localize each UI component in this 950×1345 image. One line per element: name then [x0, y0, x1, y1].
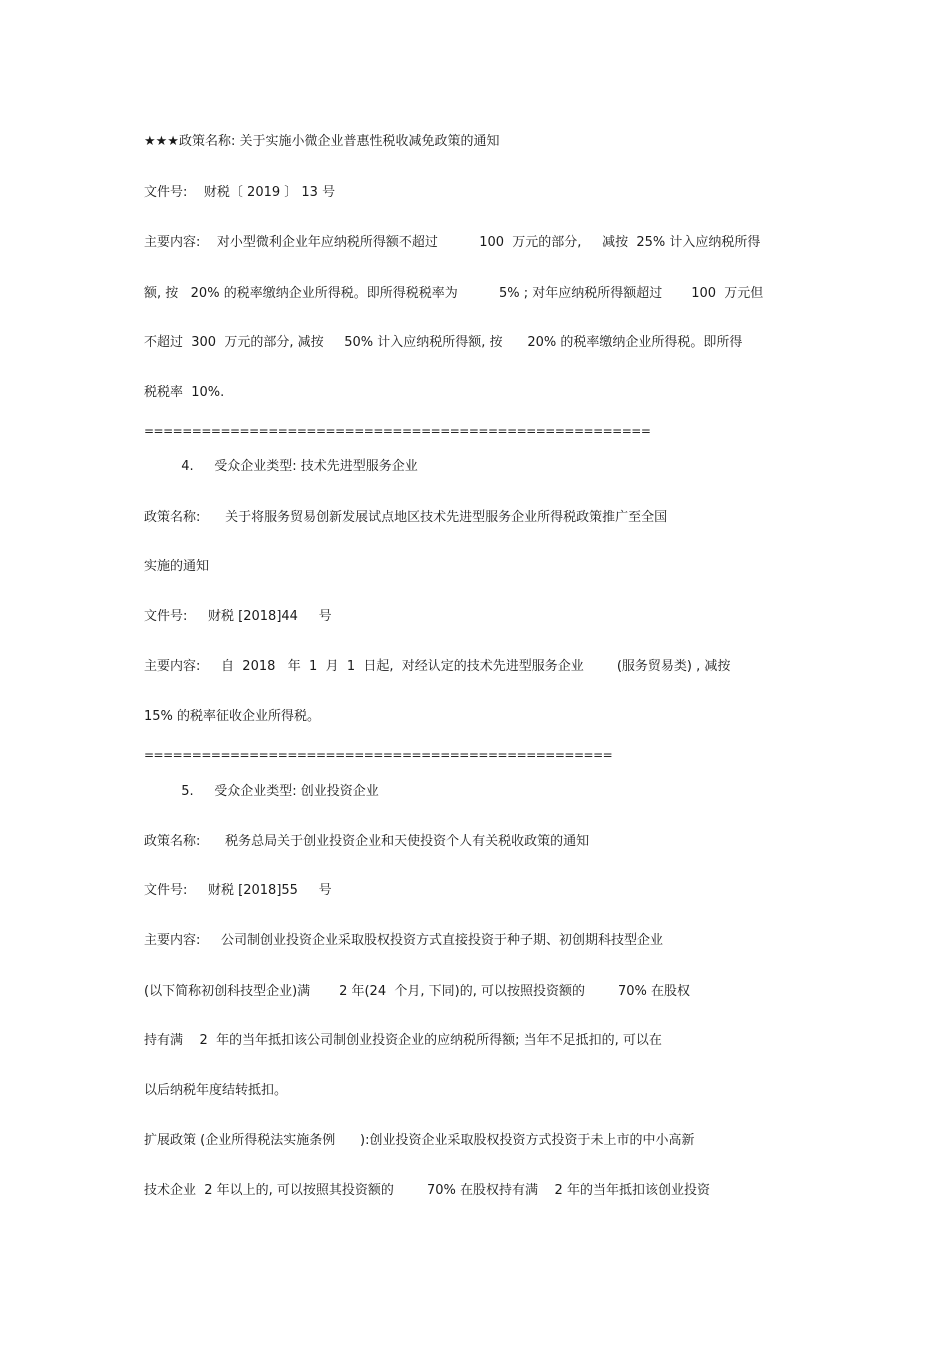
- document-number-line: 文件号: 财税〔 2019 〕 13 号: [144, 185, 336, 200]
- section-heading: 5. 受众企业类型: 创业投资企业: [144, 784, 379, 799]
- policy-name-line: 政策名称: 税务总局关于创业投资企业和天使投资个人有关税收政策的通知: [144, 834, 590, 849]
- separator: =====================================================: [144, 424, 651, 438]
- main-content-line: 主要内容: 公司制创业投资企业采取股权投资方式直接投资于种子期、初创期科技型企业: [144, 933, 664, 948]
- document-number-line: 文件号: 财税 [2018]55 号: [144, 883, 332, 898]
- main-content-line: 额, 按 20% 的税率缴纳企业所得税。即所得税税率为 5% ; 对年应纳税所得额超过 100 万元但: [144, 286, 764, 301]
- policy-title-line: ★★★政策名称: 关于实施小微企业普惠性税收减免政策的通知: [144, 134, 500, 149]
- policy-name-line: 实施的通知: [144, 559, 210, 574]
- extended-policy-line: 扩展政策 (企业所得税法实施条例 ):创业投资企业采取股权投资方式投资于未上市的中小高新: [144, 1133, 695, 1148]
- main-content-line: 主要内容: 对小型微利企业年应纳税所得额不超过 100 万元的部分, 减按 25% 计入应纳税所得: [144, 235, 761, 250]
- main-content-line: 主要内容: 自 2018 年 1 月 1 日起, 对经认定的技术先进型服务企业 (服务贸易类) , 减按: [144, 659, 731, 674]
- main-content-line: 税税率 10%.: [144, 385, 225, 400]
- main-content-line: (以下简称初创科技型企业)满 2 年(24 个月, 下同)的, 可以按照投资额的 70% 在股权: [144, 984, 691, 999]
- policy-name-line: 政策名称: 关于将服务贸易创新发展试点地区技术先进型服务企业所得税政策推广至全国: [144, 510, 668, 525]
- extended-policy-line: 技术企业 2 年以上的, 可以按照其投资额的 70% 在股权持有满 2 年的当年抵扣该创业投资: [144, 1183, 710, 1198]
- separator: =================================================: [144, 748, 613, 762]
- main-content-line: 不超过 300 万元的部分, 减按 50% 计入应纳税所得额, 按 20% 的税率缴纳企业所得税。即所得: [144, 335, 743, 350]
- document-number-line: 文件号: 财税 [2018]44 号: [144, 609, 332, 624]
- main-content-line: 持有满 2 年的当年抵扣该公司制创业投资企业的应纳税所得额; 当年不足抵扣的, 可以在: [144, 1033, 662, 1048]
- main-content-line: 15% 的税率征收企业所得税。: [144, 709, 321, 724]
- section-heading: 4. 受众企业类型: 技术先进型服务企业: [144, 459, 418, 474]
- main-content-line: 以后纳税年度结转抵扣。: [144, 1083, 288, 1098]
